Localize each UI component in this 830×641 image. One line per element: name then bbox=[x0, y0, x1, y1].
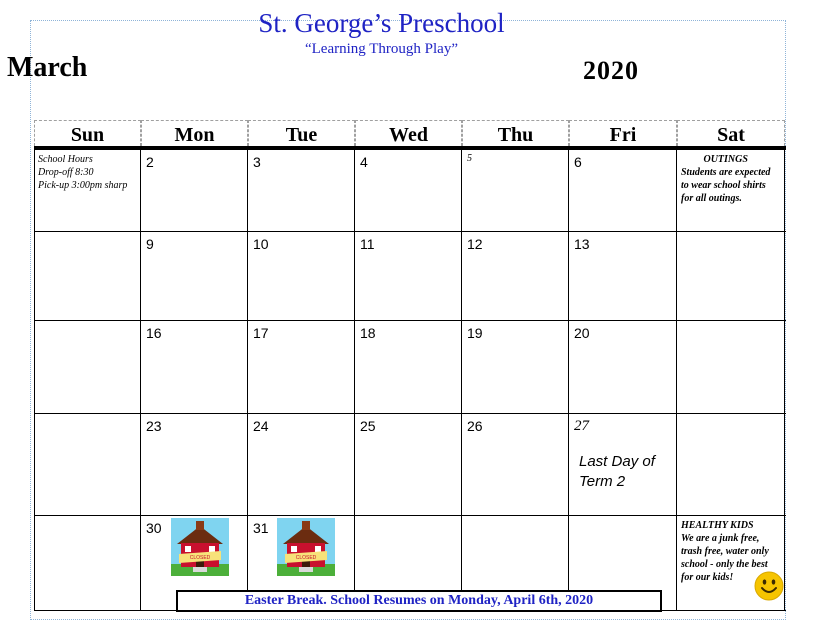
day-cell[interactable] bbox=[462, 414, 569, 515]
day-cell-sun bbox=[34, 150, 141, 231]
healthy-kids-line: for our kids! bbox=[681, 572, 734, 583]
day-cell[interactable] bbox=[141, 321, 248, 413]
week-row-2 bbox=[34, 232, 786, 321]
day-number: 19 bbox=[467, 325, 483, 341]
pick-up-time: Pick-up 3:00pm sharp bbox=[38, 180, 128, 191]
weekday-wed: Wed bbox=[355, 120, 462, 146]
tagline: “Learning Through Play” bbox=[304, 41, 458, 57]
day-cell[interactable] bbox=[355, 150, 462, 231]
schoolhouse-closed-icon bbox=[171, 518, 229, 576]
weekday-mon: Mon bbox=[141, 120, 248, 146]
event-line: Term 2 bbox=[579, 473, 626, 490]
weekday-tue: Tue bbox=[248, 120, 355, 146]
day-number: 30 bbox=[146, 520, 162, 536]
day-cell-sun bbox=[34, 321, 141, 413]
weekday-thu: Thu bbox=[462, 120, 569, 146]
day-number: 13 bbox=[574, 236, 590, 252]
day-cell[interactable] bbox=[462, 321, 569, 413]
day-number: 10 bbox=[253, 236, 269, 252]
day-number: 27 bbox=[574, 418, 589, 434]
easter-break-banner: Easter Break. School Resumes on Monday, April 6th, 2020 bbox=[176, 590, 662, 612]
day-cell[interactable] bbox=[569, 321, 677, 413]
day-cell[interactable] bbox=[355, 232, 462, 320]
day-number: 3 bbox=[253, 154, 261, 170]
svg-text:CLOSED: CLOSED bbox=[295, 555, 317, 561]
last-day-of-term-event bbox=[579, 452, 655, 492]
day-cell[interactable] bbox=[248, 232, 355, 320]
outings-note bbox=[681, 153, 770, 205]
day-number: 2 bbox=[146, 154, 154, 170]
week-row-3 bbox=[34, 321, 786, 414]
week-row-1 bbox=[34, 150, 786, 232]
day-cell[interactable] bbox=[355, 321, 462, 413]
day-cell-sun bbox=[34, 232, 141, 320]
day-cell[interactable] bbox=[141, 232, 248, 320]
day-number: 9 bbox=[146, 236, 154, 252]
weekday-header-row bbox=[34, 120, 786, 150]
calendar-grid bbox=[34, 120, 786, 611]
day-cell[interactable] bbox=[569, 150, 677, 231]
drop-off-time: Drop-off 8:30 bbox=[38, 167, 94, 178]
school-hours-note bbox=[38, 153, 127, 192]
day-cell-sun bbox=[34, 414, 141, 515]
day-cell[interactable] bbox=[248, 150, 355, 231]
day-number: 23 bbox=[146, 418, 162, 434]
healthy-kids-title: HEALTHY KIDS bbox=[681, 520, 754, 531]
healthy-kids-line: We are a junk free, bbox=[681, 533, 760, 544]
day-cell[interactable] bbox=[248, 414, 355, 515]
day-cell[interactable] bbox=[569, 232, 677, 320]
schoolhouse-closed-icon bbox=[277, 518, 335, 576]
month-title: March bbox=[7, 52, 88, 83]
day-number: 18 bbox=[360, 325, 376, 341]
day-cell-sun bbox=[34, 516, 141, 610]
smiley-icon bbox=[754, 571, 784, 601]
day-cell-sat bbox=[677, 321, 785, 413]
day-number: 20 bbox=[574, 325, 590, 341]
healthy-kids-line: school - only the best bbox=[681, 559, 768, 570]
school-hours-title: School Hours bbox=[38, 154, 93, 165]
day-number: 5 bbox=[467, 153, 472, 164]
day-cell[interactable] bbox=[248, 321, 355, 413]
outings-line: to wear school shirts bbox=[681, 180, 766, 191]
day-number: 24 bbox=[253, 418, 269, 434]
day-cell[interactable] bbox=[462, 150, 569, 231]
weekday-fri: Fri bbox=[569, 120, 677, 146]
year-title: 2020 bbox=[583, 56, 639, 85]
school-name: St. George’s Preschool bbox=[258, 8, 505, 38]
outings-title: OUTINGS bbox=[703, 154, 748, 165]
svg-text:CLOSED: CLOSED bbox=[189, 555, 211, 561]
outings-line: Students are expected bbox=[681, 167, 771, 178]
day-cell[interactable] bbox=[355, 414, 462, 515]
week-row-4 bbox=[34, 414, 786, 516]
day-cell-sat bbox=[677, 414, 785, 515]
day-number: 4 bbox=[360, 154, 368, 170]
outings-line: for all outings. bbox=[681, 193, 742, 204]
day-number: 25 bbox=[360, 418, 376, 434]
healthy-kids-line: trash free, water only bbox=[681, 546, 769, 557]
day-cell[interactable] bbox=[141, 150, 248, 231]
day-cell[interactable] bbox=[462, 232, 569, 320]
weekday-sun: Sun bbox=[34, 120, 141, 146]
weekday-sat: Sat bbox=[677, 120, 785, 146]
day-number: 16 bbox=[146, 325, 162, 341]
day-number: 12 bbox=[467, 236, 483, 252]
day-number: 17 bbox=[253, 325, 269, 341]
day-number: 31 bbox=[253, 520, 269, 536]
day-cell[interactable] bbox=[141, 414, 248, 515]
event-line: Last Day of bbox=[579, 453, 655, 470]
day-cell-sat bbox=[677, 232, 785, 320]
day-cell-sat bbox=[677, 150, 785, 231]
day-number: 11 bbox=[360, 236, 375, 252]
day-number: 6 bbox=[574, 154, 582, 170]
day-cell[interactable] bbox=[569, 414, 677, 515]
day-number: 26 bbox=[467, 418, 483, 434]
